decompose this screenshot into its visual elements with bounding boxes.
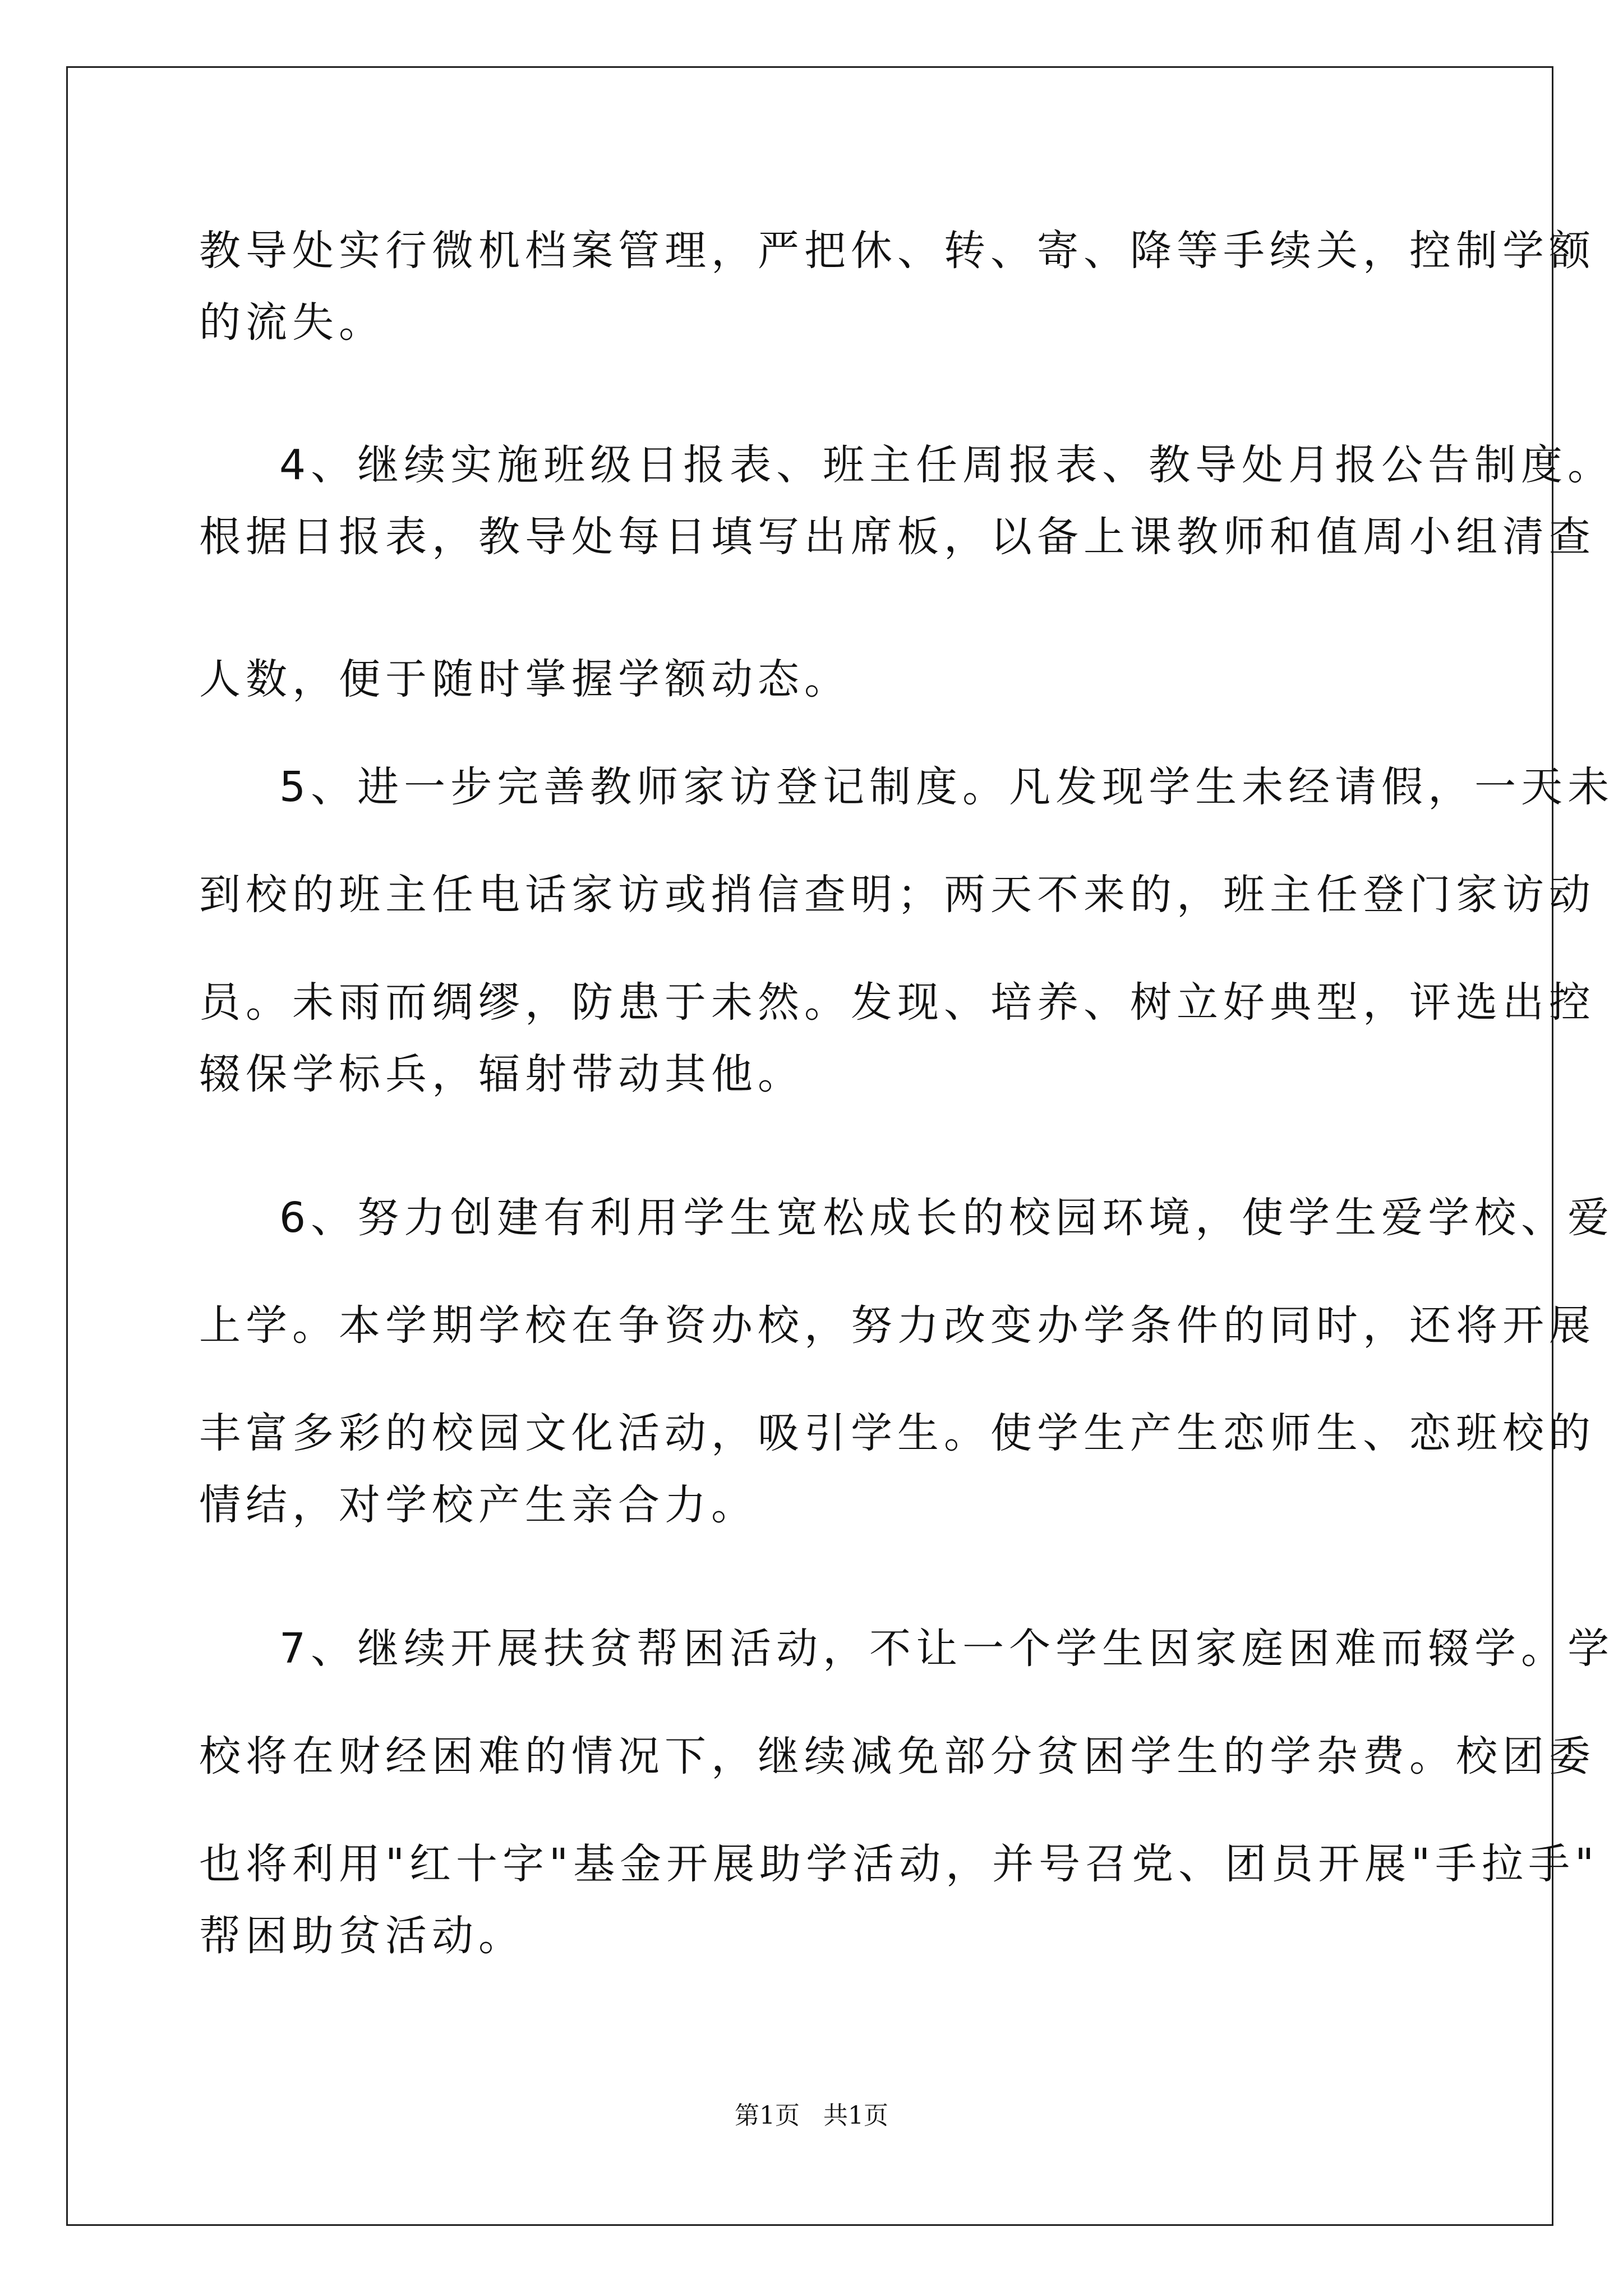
paragraph-5-line: 5、进一步完善教师家访登记制度。凡发现学生未经请假，一天未 [279, 763, 1615, 811]
body-line: 情结，对学校产生亲合力。 [199, 1481, 758, 1529]
body-line: 帮困助贫活动。 [199, 1912, 525, 1960]
body-line: 人数，便于随时掌握学额动态。 [199, 655, 851, 703]
body-line: 也将利用"红十字"基金开展助学活动，并号召党、团员开展"手拉手" [199, 1840, 1599, 1888]
body-line: 根据日报表，教导处每日填写出席板，以备上课教师和值周小组清查 [199, 513, 1596, 561]
paragraph-6-line: 6、努力创建有利用学生宽松成长的校园环境，使学生爱学校、爱 [279, 1194, 1615, 1242]
body-line: 的流失。 [199, 298, 385, 347]
body-line: 到校的班主任电话家访或捎信查明；两天不来的，班主任登门家访动 [199, 871, 1596, 919]
paragraph-7-line: 7、继续开展扶贫帮困活动，不让一个学生因家庭困难而辍学。学 [279, 1625, 1615, 1673]
page-number-footer: 第1页 共1页 [735, 2101, 888, 2130]
page-border [66, 66, 1553, 2226]
paragraph-4-line: 4、继续实施班级日报表、班主任周报表、教导处月报公告制度。 [279, 441, 1615, 489]
body-line: 员。未雨而绸缪，防患于未然。发现、培养、树立好典型，评选出控 [199, 978, 1596, 1027]
body-line: 丰富多彩的校园文化活动，吸引学生。使学生产生恋师生、恋班校的 [199, 1409, 1596, 1457]
body-line: 教导处实行微机档案管理，严把休、转、寄、降等手续关，控制学额 [199, 227, 1596, 275]
body-line: 校将在财经困难的情况下，继续减免部分贫困学生的学杂费。校团委 [199, 1732, 1596, 1780]
body-line: 辍保学标兵，辐射带动其他。 [199, 1050, 804, 1098]
body-line: 上学。本学期学校在争资办校，努力改变办学条件的同时，还将开展 [199, 1301, 1596, 1350]
